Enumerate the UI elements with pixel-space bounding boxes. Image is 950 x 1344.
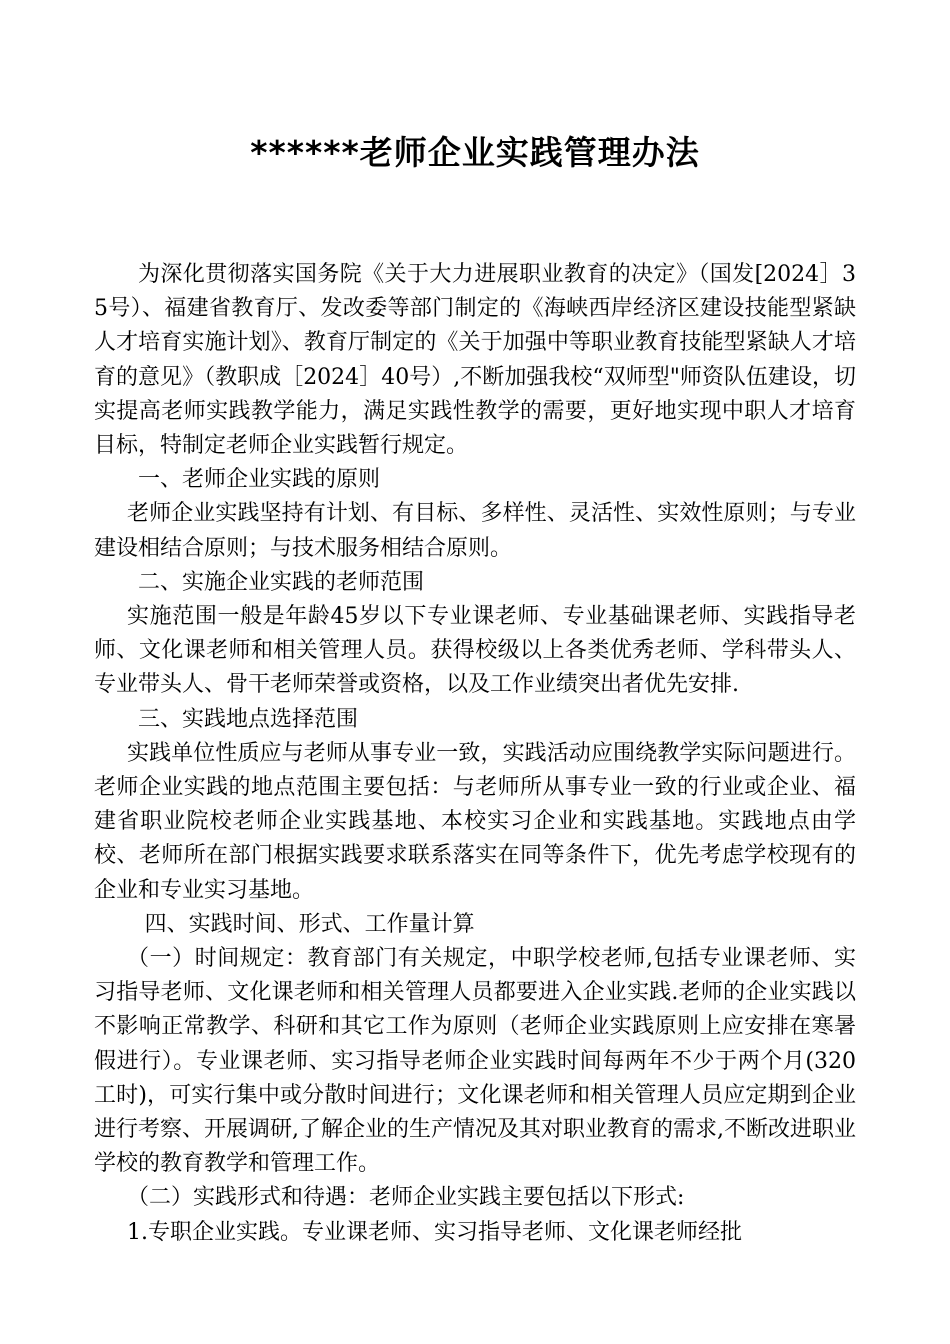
section-paragraph-3: 实践单位性质应与老师从事专业一致，实践活动应围绕教学实际问题进行。老师企业实践的地点范围主要包括：与老师所从事专业一致的行业或企业、福建省职业院校老师企业实践基地、本校实习企业和实践基地。实践地点由学校、老师所在部门根据实践要求联系落实在同等条件下，优先考虑学校现有的企业和专业实习基地。	[94, 740, 856, 903]
section-heading-3: 三、实践地点选择范围	[138, 706, 359, 732]
intro-paragraph: 为深化贯彻落实国务院《关于大力进展职业教育的决定》（国发[2024］35号）、福建省教育厅、发改委等部门制定的《海峡西岸经济区建设技能型紧缺人才培育实施计划》、教育厅制定的《关于加强中等职业教育技能型紧缺人才培育的意见》（教职成［2024］40号）,不断加强我校“双师型"师资队伍建设，切实提高老师实践教学能力，满足实践性教学的需要，更好地实现中职人才培育目标，特制定老师企业实践暂行规定。	[94, 262, 856, 459]
list-item-1: 1.专职企业实践。专业课老师、实习指导老师、文化课老师经批	[127, 1219, 742, 1245]
section-heading-4: 四、实践时间、形式、工作量计算	[144, 911, 475, 937]
section-paragraph-1: 老师企业实践坚持有计划、有目标、多样性、灵活性、实效性原则；与专业建设相结合原则；与技术服务相结合原则。	[94, 501, 856, 561]
document-body	[94, 258, 856, 1250]
document-title: ******老师企业实践管理办法	[250, 133, 700, 172]
section-heading-1: 一、老师企业实践的原则	[138, 467, 381, 493]
subsection-paragraph-1: （一）时间规定：教育部门有关规定，中职学校老师,包括专业课老师、实习指导老师、文化课老师和相关管理人员都要进入企业实践.老师的企业实践以不影响正常教学、科研和其它工作为原则（老师企业实践原则上应安排在寒暑假进行）。专业课老师、实习指导老师企业实践时间每两年不少于两个月(320工时)，可实行集中或分散时间进行；文化课老师和相关管理人员应定期到企业进行考察、开展调研,了解企业的生产情况及其对职业教育的需求,不断改进职业学校的教育教学和管理工作。	[94, 946, 856, 1177]
section-paragraph-2: 实施范围一般是年龄45岁以下专业课老师、专业基础课老师、实践指导老师、文化课老师和相关管理人员。获得校级以上各类优秀老师、学科带头人、专业带头人、骨干老师荣誉或资格，以及工作业绩突出者优先安排.	[94, 604, 856, 698]
subsection-heading-2: （二）实践形式和待遇：老师企业实践主要包括以下形式:	[127, 1185, 685, 1211]
section-heading-2: 二、实施企业实践的老师范围	[138, 569, 425, 595]
